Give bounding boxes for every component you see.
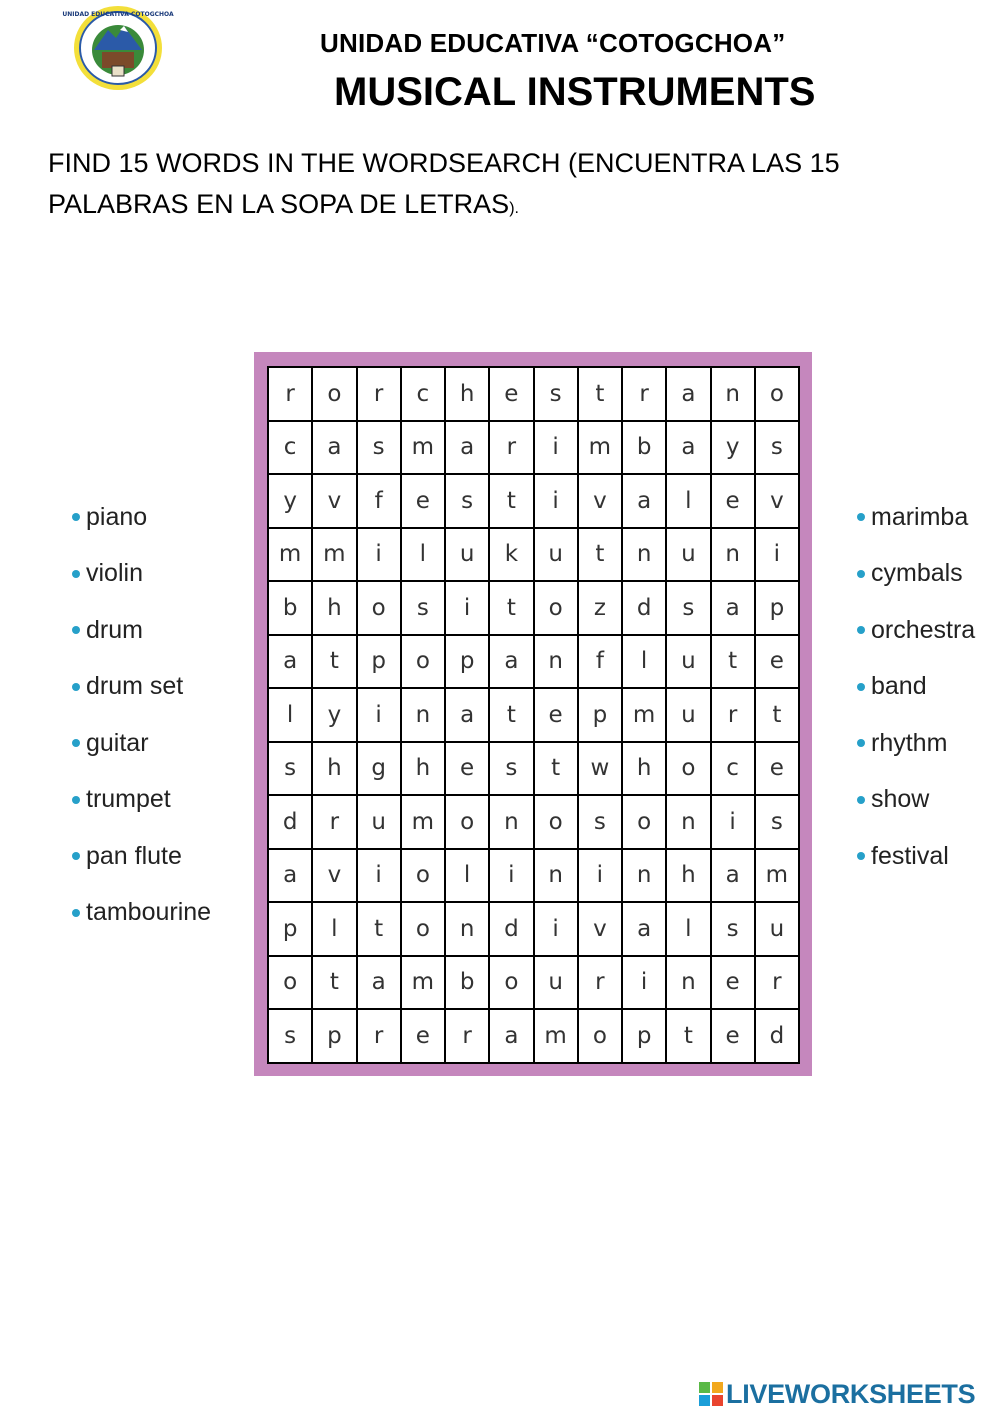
grid-cell[interactable]: i [358, 850, 402, 904]
grid-cell[interactable]: m [756, 850, 800, 904]
grid-cell[interactable]: p [358, 636, 402, 690]
word-label: violin [86, 559, 143, 588]
grid-cell[interactable]: a [490, 636, 534, 690]
grid-cell[interactable]: u [535, 529, 579, 583]
grid-cell[interactable]: h [402, 743, 446, 797]
grid-cell[interactable]: o [402, 636, 446, 690]
instructions [48, 143, 948, 229]
grid-cell[interactable]: u [756, 903, 800, 957]
grid-cell[interactable]: t [358, 903, 402, 957]
word-label: drum set [86, 672, 184, 701]
grid-cell[interactable]: c [269, 422, 313, 476]
grid-cell[interactable]: v [756, 475, 800, 529]
bullet-icon [72, 739, 80, 747]
grid-cell[interactable]: h [446, 368, 490, 422]
wordsearch-grid [267, 366, 800, 1064]
grid-cell[interactable]: n [712, 529, 756, 583]
word-item [857, 772, 975, 829]
grid-cell[interactable]: n [623, 529, 667, 583]
grid-cell[interactable]: a [667, 368, 711, 422]
grid-cell[interactable]: e [402, 475, 446, 529]
grid-cell[interactable]: o [623, 796, 667, 850]
school-logo [62, 4, 174, 92]
grid-cell[interactable]: a [712, 582, 756, 636]
grid-cell[interactable]: o [313, 368, 357, 422]
grid-cell[interactable]: h [313, 743, 357, 797]
grid-cell[interactable]: t [579, 529, 623, 583]
word-item [72, 828, 211, 885]
grid-cell[interactable]: h [667, 850, 711, 904]
grid-cell[interactable]: i [535, 903, 579, 957]
grid-cell[interactable]: o [446, 796, 490, 850]
grid-cell[interactable]: p [579, 689, 623, 743]
bullet-icon [72, 513, 80, 521]
grid-cell[interactable]: a [446, 689, 490, 743]
grid-cell[interactable]: e [535, 689, 579, 743]
grid-cell[interactable]: u [667, 529, 711, 583]
word-label: piano [86, 502, 148, 531]
grid-cell[interactable]: o [358, 582, 402, 636]
grid-cell[interactable]: n [535, 636, 579, 690]
grid-cell[interactable]: s [402, 582, 446, 636]
grid-cell[interactable]: z [579, 582, 623, 636]
bullet-icon [72, 852, 80, 860]
liveworksheets-logo-icon [698, 1381, 724, 1407]
grid-cell[interactable]: n [446, 903, 490, 957]
grid-cell[interactable]: s [756, 422, 800, 476]
grid-cell[interactable]: o [535, 796, 579, 850]
word-label: marimba [871, 502, 969, 531]
grid-cell[interactable]: m [269, 529, 313, 583]
grid-cell[interactable]: r [446, 1010, 490, 1064]
grid-cell[interactable]: i [579, 850, 623, 904]
bullet-icon [857, 570, 865, 578]
grid-cell[interactable]: i [446, 582, 490, 636]
grid-cell[interactable]: t [490, 689, 534, 743]
grid-cell[interactable]: i [712, 796, 756, 850]
word-label: drum [86, 615, 143, 644]
grid-cell[interactable]: p [446, 636, 490, 690]
grid-cell[interactable]: c [402, 368, 446, 422]
grid-cell[interactable]: i [490, 850, 534, 904]
word-label: guitar [86, 728, 149, 757]
instructions-tail: ). [509, 200, 519, 217]
grid-cell[interactable]: t [712, 636, 756, 690]
bullet-icon [72, 796, 80, 804]
grid-cell[interactable]: y [712, 422, 756, 476]
word-item [72, 602, 211, 659]
grid-cell[interactable]: p [313, 1010, 357, 1064]
grid-cell[interactable]: r [756, 957, 800, 1011]
grid-cell[interactable]: s [667, 582, 711, 636]
grid-cell[interactable]: u [446, 529, 490, 583]
grid-cell[interactable]: s [535, 368, 579, 422]
grid-cell[interactable]: m [579, 422, 623, 476]
grid-cell[interactable]: u [358, 796, 402, 850]
grid-cell[interactable]: t [579, 368, 623, 422]
bullet-icon [857, 513, 865, 521]
grid-cell[interactable]: a [269, 636, 313, 690]
page-title: MUSICAL INSTRUMENTS [334, 70, 816, 114]
grid-cell[interactable]: h [623, 743, 667, 797]
grid-cell[interactable]: n [402, 689, 446, 743]
word-list-left [72, 489, 211, 941]
grid-cell[interactable]: b [446, 957, 490, 1011]
bullet-icon [72, 626, 80, 634]
grid-cell[interactable]: b [269, 582, 313, 636]
word-item [857, 602, 975, 659]
grid-cell[interactable]: l [446, 850, 490, 904]
grid-cell[interactable]: s [712, 903, 756, 957]
grid-cell[interactable]: a [623, 475, 667, 529]
grid-cell[interactable]: n [667, 796, 711, 850]
brand-name: LIVEWORKSHEETS [726, 1378, 976, 1409]
grid-cell[interactable]: o [667, 743, 711, 797]
grid-cell[interactable]: n [712, 368, 756, 422]
grid-cell[interactable]: e [490, 368, 534, 422]
grid-cell[interactable]: n [535, 850, 579, 904]
grid-cell[interactable]: v [579, 903, 623, 957]
grid-cell[interactable]: m [623, 689, 667, 743]
grid-cell[interactable]: s [358, 422, 402, 476]
grid-cell[interactable]: f [579, 636, 623, 690]
grid-cell[interactable]: o [402, 903, 446, 957]
grid-cell[interactable]: s [269, 1010, 313, 1064]
grid-cell[interactable]: l [402, 529, 446, 583]
word-item [72, 885, 211, 942]
grid-cell[interactable]: t [667, 1010, 711, 1064]
grid-cell[interactable]: a [313, 422, 357, 476]
grid-cell[interactable]: r [269, 368, 313, 422]
word-label: show [871, 785, 930, 814]
grid-cell[interactable]: r [490, 422, 534, 476]
bullet-icon [857, 626, 865, 634]
footer-brand [698, 1378, 975, 1410]
grid-cell[interactable]: u [535, 957, 579, 1011]
grid-cell[interactable]: i [623, 957, 667, 1011]
grid-cell[interactable]: t [313, 957, 357, 1011]
grid-cell[interactable]: r [358, 368, 402, 422]
word-item [857, 489, 975, 546]
grid-cell[interactable]: d [269, 796, 313, 850]
grid-cell[interactable]: e [756, 743, 800, 797]
bullet-icon [857, 683, 865, 691]
grid-cell[interactable]: s [756, 796, 800, 850]
word-item [72, 546, 211, 603]
grid-cell[interactable]: t [490, 582, 534, 636]
grid-cell[interactable]: s [269, 743, 313, 797]
bullet-icon [857, 739, 865, 747]
grid-cell[interactable]: r [358, 1010, 402, 1064]
grid-cell[interactable]: v [313, 475, 357, 529]
word-label: band [871, 672, 927, 701]
word-label: pan flute [86, 841, 182, 870]
grid-cell[interactable]: o [756, 368, 800, 422]
grid-cell[interactable]: y [269, 475, 313, 529]
grid-cell[interactable]: a [623, 903, 667, 957]
school-name: UNIDAD EDUCATIVA “COTOGCHOA” [320, 28, 786, 58]
grid-cell[interactable]: t [756, 689, 800, 743]
grid-cell[interactable]: e [712, 1010, 756, 1064]
grid-cell[interactable]: i [358, 529, 402, 583]
grid-cell[interactable]: h [313, 582, 357, 636]
grid-cell[interactable]: l [667, 475, 711, 529]
grid-cell[interactable]: m [402, 796, 446, 850]
grid-cell[interactable]: n [490, 796, 534, 850]
grid-cell[interactable]: p [623, 1010, 667, 1064]
grid-cell[interactable]: n [667, 957, 711, 1011]
grid-cell[interactable]: e [712, 957, 756, 1011]
grid-cell[interactable]: t [490, 475, 534, 529]
grid-cell[interactable]: k [490, 529, 534, 583]
grid-cell[interactable]: m [535, 1010, 579, 1064]
instructions-text: FIND 15 WORDS IN THE WORDSEARCH (ENCUENTRA LAS 15 PALABRAS EN LA SOPA DE LETRAS [48, 148, 840, 219]
grid-cell[interactable]: m [313, 529, 357, 583]
grid-cell[interactable]: e [756, 636, 800, 690]
grid-cell[interactable]: l [623, 636, 667, 690]
grid-cell[interactable]: i [535, 422, 579, 476]
grid-cell[interactable]: m [402, 422, 446, 476]
grid-cell[interactable]: e [402, 1010, 446, 1064]
grid-cell[interactable]: r [313, 796, 357, 850]
bullet-icon [72, 683, 80, 691]
grid-cell[interactable]: v [579, 475, 623, 529]
grid-cell[interactable]: i [756, 529, 800, 583]
word-label: orchestra [871, 615, 976, 644]
word-list-right [857, 489, 975, 885]
grid-cell[interactable]: o [535, 582, 579, 636]
word-item [857, 828, 975, 885]
grid-cell[interactable]: u [667, 636, 711, 690]
word-label: festival [871, 841, 949, 870]
grid-cell[interactable]: a [269, 850, 313, 904]
word-label: tambourine [86, 898, 212, 927]
grid-cell[interactable]: a [667, 422, 711, 476]
grid-cell[interactable]: d [756, 1010, 800, 1064]
grid-cell[interactable]: t [535, 743, 579, 797]
grid-cell[interactable]: e [446, 743, 490, 797]
grid-cell[interactable]: s [490, 743, 534, 797]
grid-cell[interactable]: c [712, 743, 756, 797]
grid-cell[interactable]: s [579, 796, 623, 850]
grid-cell[interactable]: e [712, 475, 756, 529]
word-item [72, 772, 211, 829]
word-label: cymbals [871, 559, 963, 588]
grid-cell[interactable]: v [313, 850, 357, 904]
grid-cell[interactable]: a [358, 957, 402, 1011]
grid-cell[interactable]: r [623, 368, 667, 422]
grid-cell[interactable]: u [667, 689, 711, 743]
grid-cell[interactable]: l [269, 689, 313, 743]
grid-cell[interactable]: o [402, 850, 446, 904]
bullet-icon [72, 570, 80, 578]
grid-cell[interactable]: d [490, 903, 534, 957]
word-item [72, 715, 211, 772]
grid-cell[interactable]: a [446, 422, 490, 476]
grid-cell[interactable]: w [579, 743, 623, 797]
grid-cell[interactable]: o [269, 957, 313, 1011]
grid-cell[interactable]: o [579, 1010, 623, 1064]
grid-cell[interactable]: n [623, 850, 667, 904]
grid-cell[interactable]: g [358, 743, 402, 797]
grid-cell[interactable]: r [579, 957, 623, 1011]
bullet-icon [857, 852, 865, 860]
grid-cell[interactable]: b [623, 422, 667, 476]
bullet-icon [857, 796, 865, 804]
word-item [72, 659, 211, 716]
bullet-icon [72, 909, 80, 917]
word-item [857, 659, 975, 716]
grid-cell[interactable]: i [535, 475, 579, 529]
logo-text: UNIDAD EDUCATIVA COTOGCHOA [62, 11, 174, 18]
grid-cell[interactable]: t [313, 636, 357, 690]
grid-cell[interactable]: m [402, 957, 446, 1011]
grid-cell[interactable]: f [358, 475, 402, 529]
grid-cell[interactable]: l [313, 903, 357, 957]
word-label: trumpet [86, 785, 171, 814]
grid-cell[interactable]: a [490, 1010, 534, 1064]
grid-cell[interactable]: s [446, 475, 490, 529]
grid-cell[interactable]: o [490, 957, 534, 1011]
word-item [72, 489, 211, 546]
grid-cell[interactable]: y [313, 689, 357, 743]
word-item [857, 715, 975, 772]
word-label: rhythm [871, 728, 948, 757]
grid-cell[interactable]: i [358, 689, 402, 743]
word-item [857, 546, 975, 603]
grid-cell[interactable]: r [712, 689, 756, 743]
grid-cell[interactable]: p [269, 903, 313, 957]
grid-cell[interactable]: d [623, 582, 667, 636]
grid-cell[interactable]: p [756, 582, 800, 636]
grid-cell[interactable]: a [712, 850, 756, 904]
grid-cell[interactable]: l [667, 903, 711, 957]
